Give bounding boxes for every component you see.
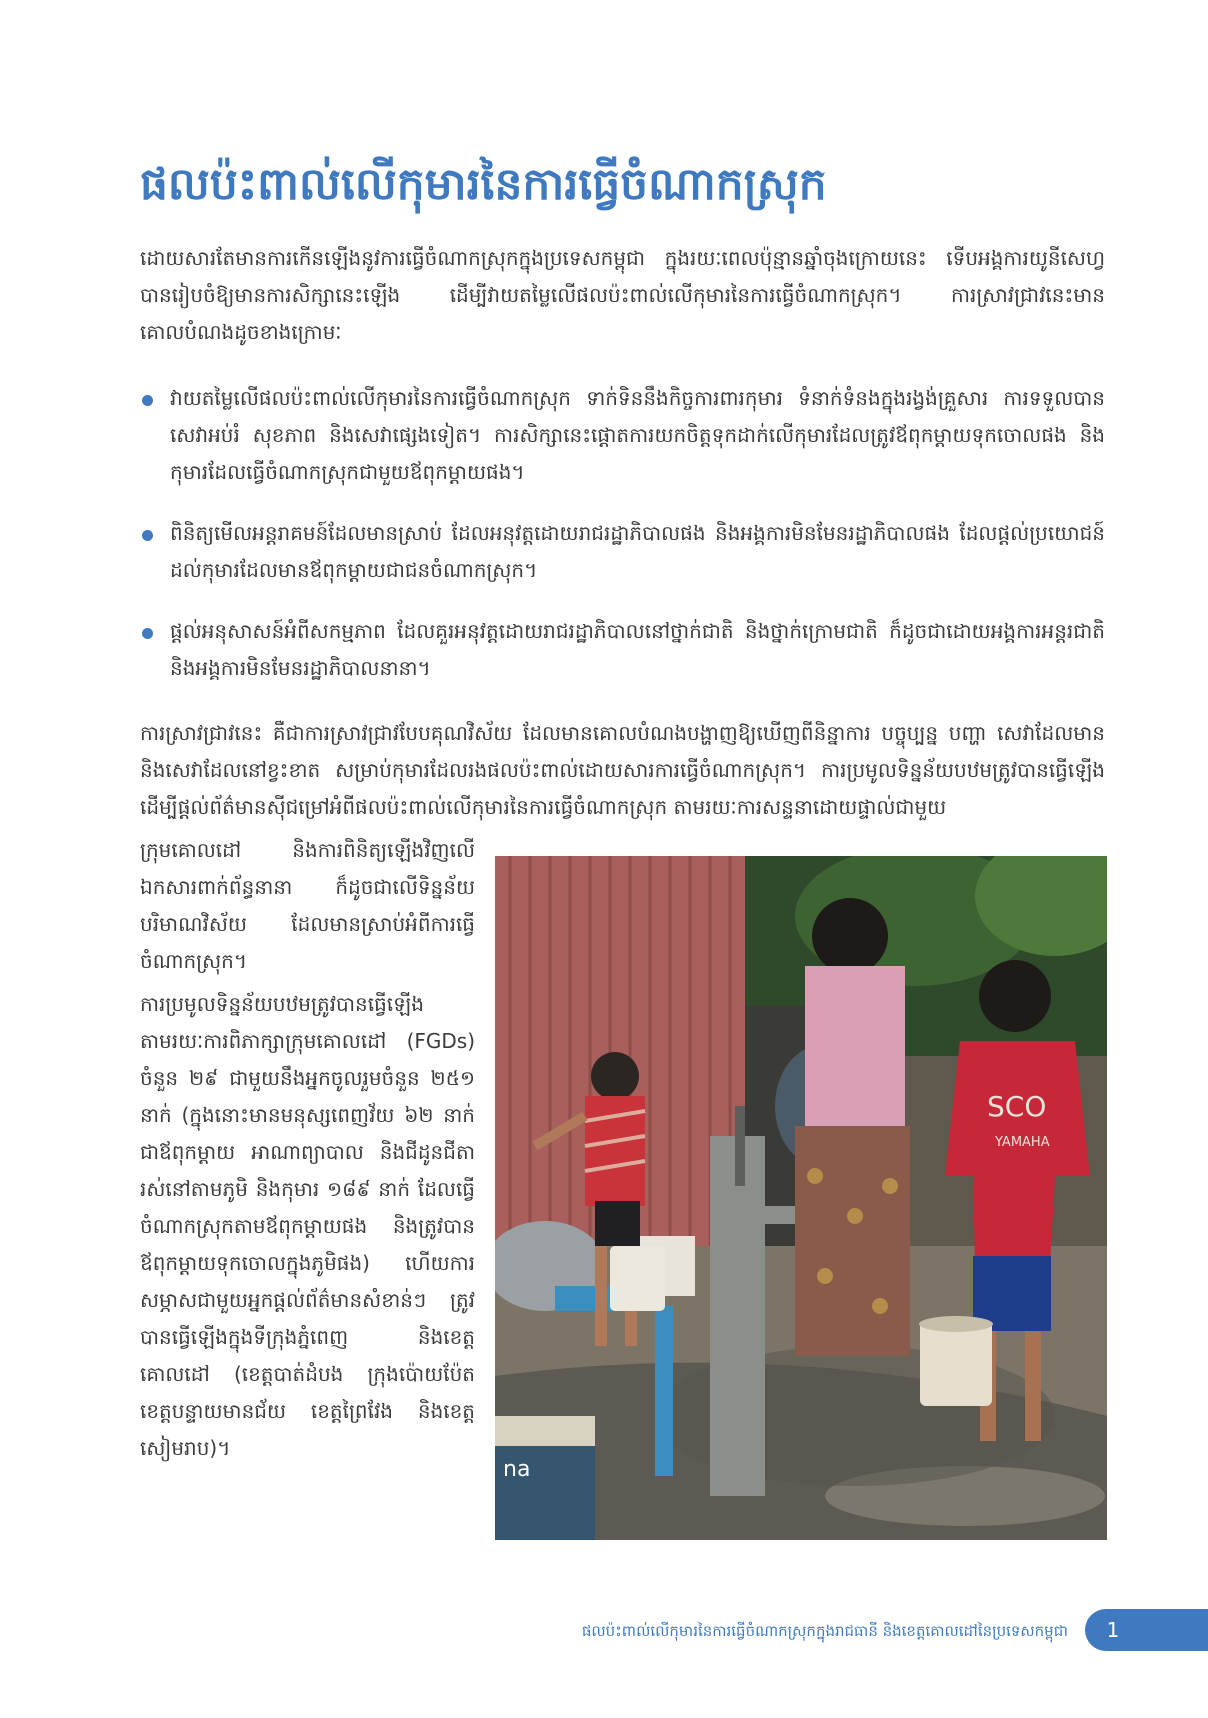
method-paragraph: ការស្រាវជ្រាវនេះ គឺជាការស្រាវជ្រាវបែបគុណវិស័យ ដែលមានគោលបំណងបង្ហាញឱ្យឃើញពីនិន្នាការ បច្ចុប្បន្ន បញ្ហា សេវាដែលមាន និងសេវាដែលនៅខ្វះខាត សម្រាប់កុមារដែលរងផលប៉ះពាល់ដោយសារការធ្វើចំណាកស្រុក។ ការប្រមូលទិន្នន័យបឋមត្រូវបានធ្វើឡើង ដើម្បីផ្តល់ព័ត៌មានស៊ីជម្រៅអំពីផលប៉ះពាល់លើកុមារនៃការធ្វើចំណាកស្រុក តាមរយៈការសន្ទនាដោយផ្ទាល់ជាមួយ: [140, 721, 1105, 819]
bullet-icon: [142, 530, 153, 541]
intro-paragraph: ដោយសារតែមានការកើនឡើងនូវការធ្វើចំណាកស្រុកក្នុងប្រទេសកម្ពុជា ក្នុងរយៈពេលប៉ុន្មានឆ្នាំចុងក្រោយនេះ ទើបអង្គការយូនីសេហ្វបានរៀបចំឱ្យមានការសិក្សានេះឡើង ដើម្បីវាយតម្លៃលើផលប៉ះពាល់លើកុមារនៃការធ្វើចំណាកស្រុក។ ការស្រាវជ្រាវនេះមានគោលបំណងដូចខាងក្រោមៈ: [140, 246, 1105, 344]
objective-text: វាយតម្លៃលើផលប៉ះពាល់លើកុមារនៃការធ្វើចំណាកស្រុក ទាក់ទិននឹងកិច្ចការពារកុមារ ទំនាក់ទំនងក្នុងរង្វង់គ្រួសារ ការទទួលបានសេវាអប់រំ សុខភាព និងសេវាផ្សេងទៀត។ ការសិក្សានេះផ្តោតការយកចិត្តទុកដាក់លើកុមារដែលត្រូវឪពុកម្តាយទុកចោលផង និងកុមារដែលធ្វើចំណាកស្រុកជាមួយឪពុកម្តាយផង។: [170, 386, 1105, 484]
left-text-column: [140, 832, 475, 1473]
page-title: ផលប៉ះពាល់លើកុមារនៃការធ្វើចំណាកស្រុក: [140, 159, 827, 210]
method-continuation: ក្រុមគោលដៅ និងការពិនិត្យឡើងវិញលើឯកសារពាក់ព័ន្ធនានា ក៏ដូចជាលើទិន្នន័យបរិមាណវិស័យ ដែលមានស្រាប់អំពីការធ្វើចំណាកស្រុក។: [140, 838, 475, 973]
shirt-text: SCO: [987, 1090, 1047, 1123]
shirt-text-2: YAMAHA: [995, 1135, 1050, 1150]
page-number: 1: [1106, 1618, 1120, 1642]
list-item: [140, 515, 1105, 589]
bucket-label: na: [503, 1457, 531, 1482]
list-item: [140, 613, 1105, 687]
footer-title: ផលប៉ះពាល់លើកុមារនៃការធ្វើចំណាកស្រុកក្នុងរាជធានី និងខេត្តគោលដៅនៃប្រទេសកម្ពុជា: [581, 1622, 1068, 1640]
objective-text: ផ្តល់អនុសាសន៍អំពីសកម្មភាព ដែលគួរអនុវត្តដោយរាជរដ្ឋាភិបាលនៅថ្នាក់ជាតិ និងថ្នាក់ក្រោមជាតិ ក៏ដូចជាដោយអង្គការអន្តរជាតិ និងអង្គការមិនមែនរដ្ឋាភិបាលនានា។: [170, 619, 1105, 680]
bullet-icon: [142, 395, 153, 406]
bullet-icon: [142, 628, 153, 639]
objectives-list: [140, 380, 1105, 711]
objective-text: ពិនិត្យមើលអន្តរាគមន៍ដែលមានស្រាប់ ដែលអនុវត្តដោយរាជរដ្ឋាភិបាលផង និងអង្គការមិនមែនរដ្ឋាភិបាលផង ដែលផ្តល់ប្រយោជន៍ដល់កុមារដែលមានឪពុកម្តាយជាជនចំណាកស្រុក។: [170, 521, 1105, 582]
photo-children-water-pump: [495, 856, 1107, 1540]
fgd-paragraph: ការប្រមូលទិន្នន័យបឋមត្រូវបានធ្វើឡើងតាមរយៈការពិភាក្សាក្រុមគោលដៅ (FGDs) ចំនួន ២៩ ជាមួយនឹងអ្នកចូលរួមចំនួន ២៥១ នាក់ (ក្នុងនោះមានមនុស្សពេញវ័យ ៦២ នាក់ ជាឪពុកម្តាយ អាណាព្យាបាល និងជីដូនជីតារស់នៅតាមភូមិ និងកុមារ ១៨៩ នាក់ ដែលធ្វើចំណាកស្រុកតាមឪពុកម្តាយផង និងត្រូវបានឪពុកម្តាយទុកចោលក្នុងភូមិផង) ហើយការសម្ភាសជាមួយអ្នកផ្តល់ព័ត៌មានសំខាន់ៗ ត្រូវបានធ្វើឡើងក្នុងទីក្រុងភ្នំពេញ និងខេត្តគោលដៅ (ខេត្តបាត់ដំបង ក្រុងប៉ោយប៉ែត ខេត្តបន្ទាយមានជ័យ ខេត្តព្រៃវែង និងខេត្តសៀមរាប)។: [140, 992, 475, 1460]
list-item: [140, 380, 1105, 491]
